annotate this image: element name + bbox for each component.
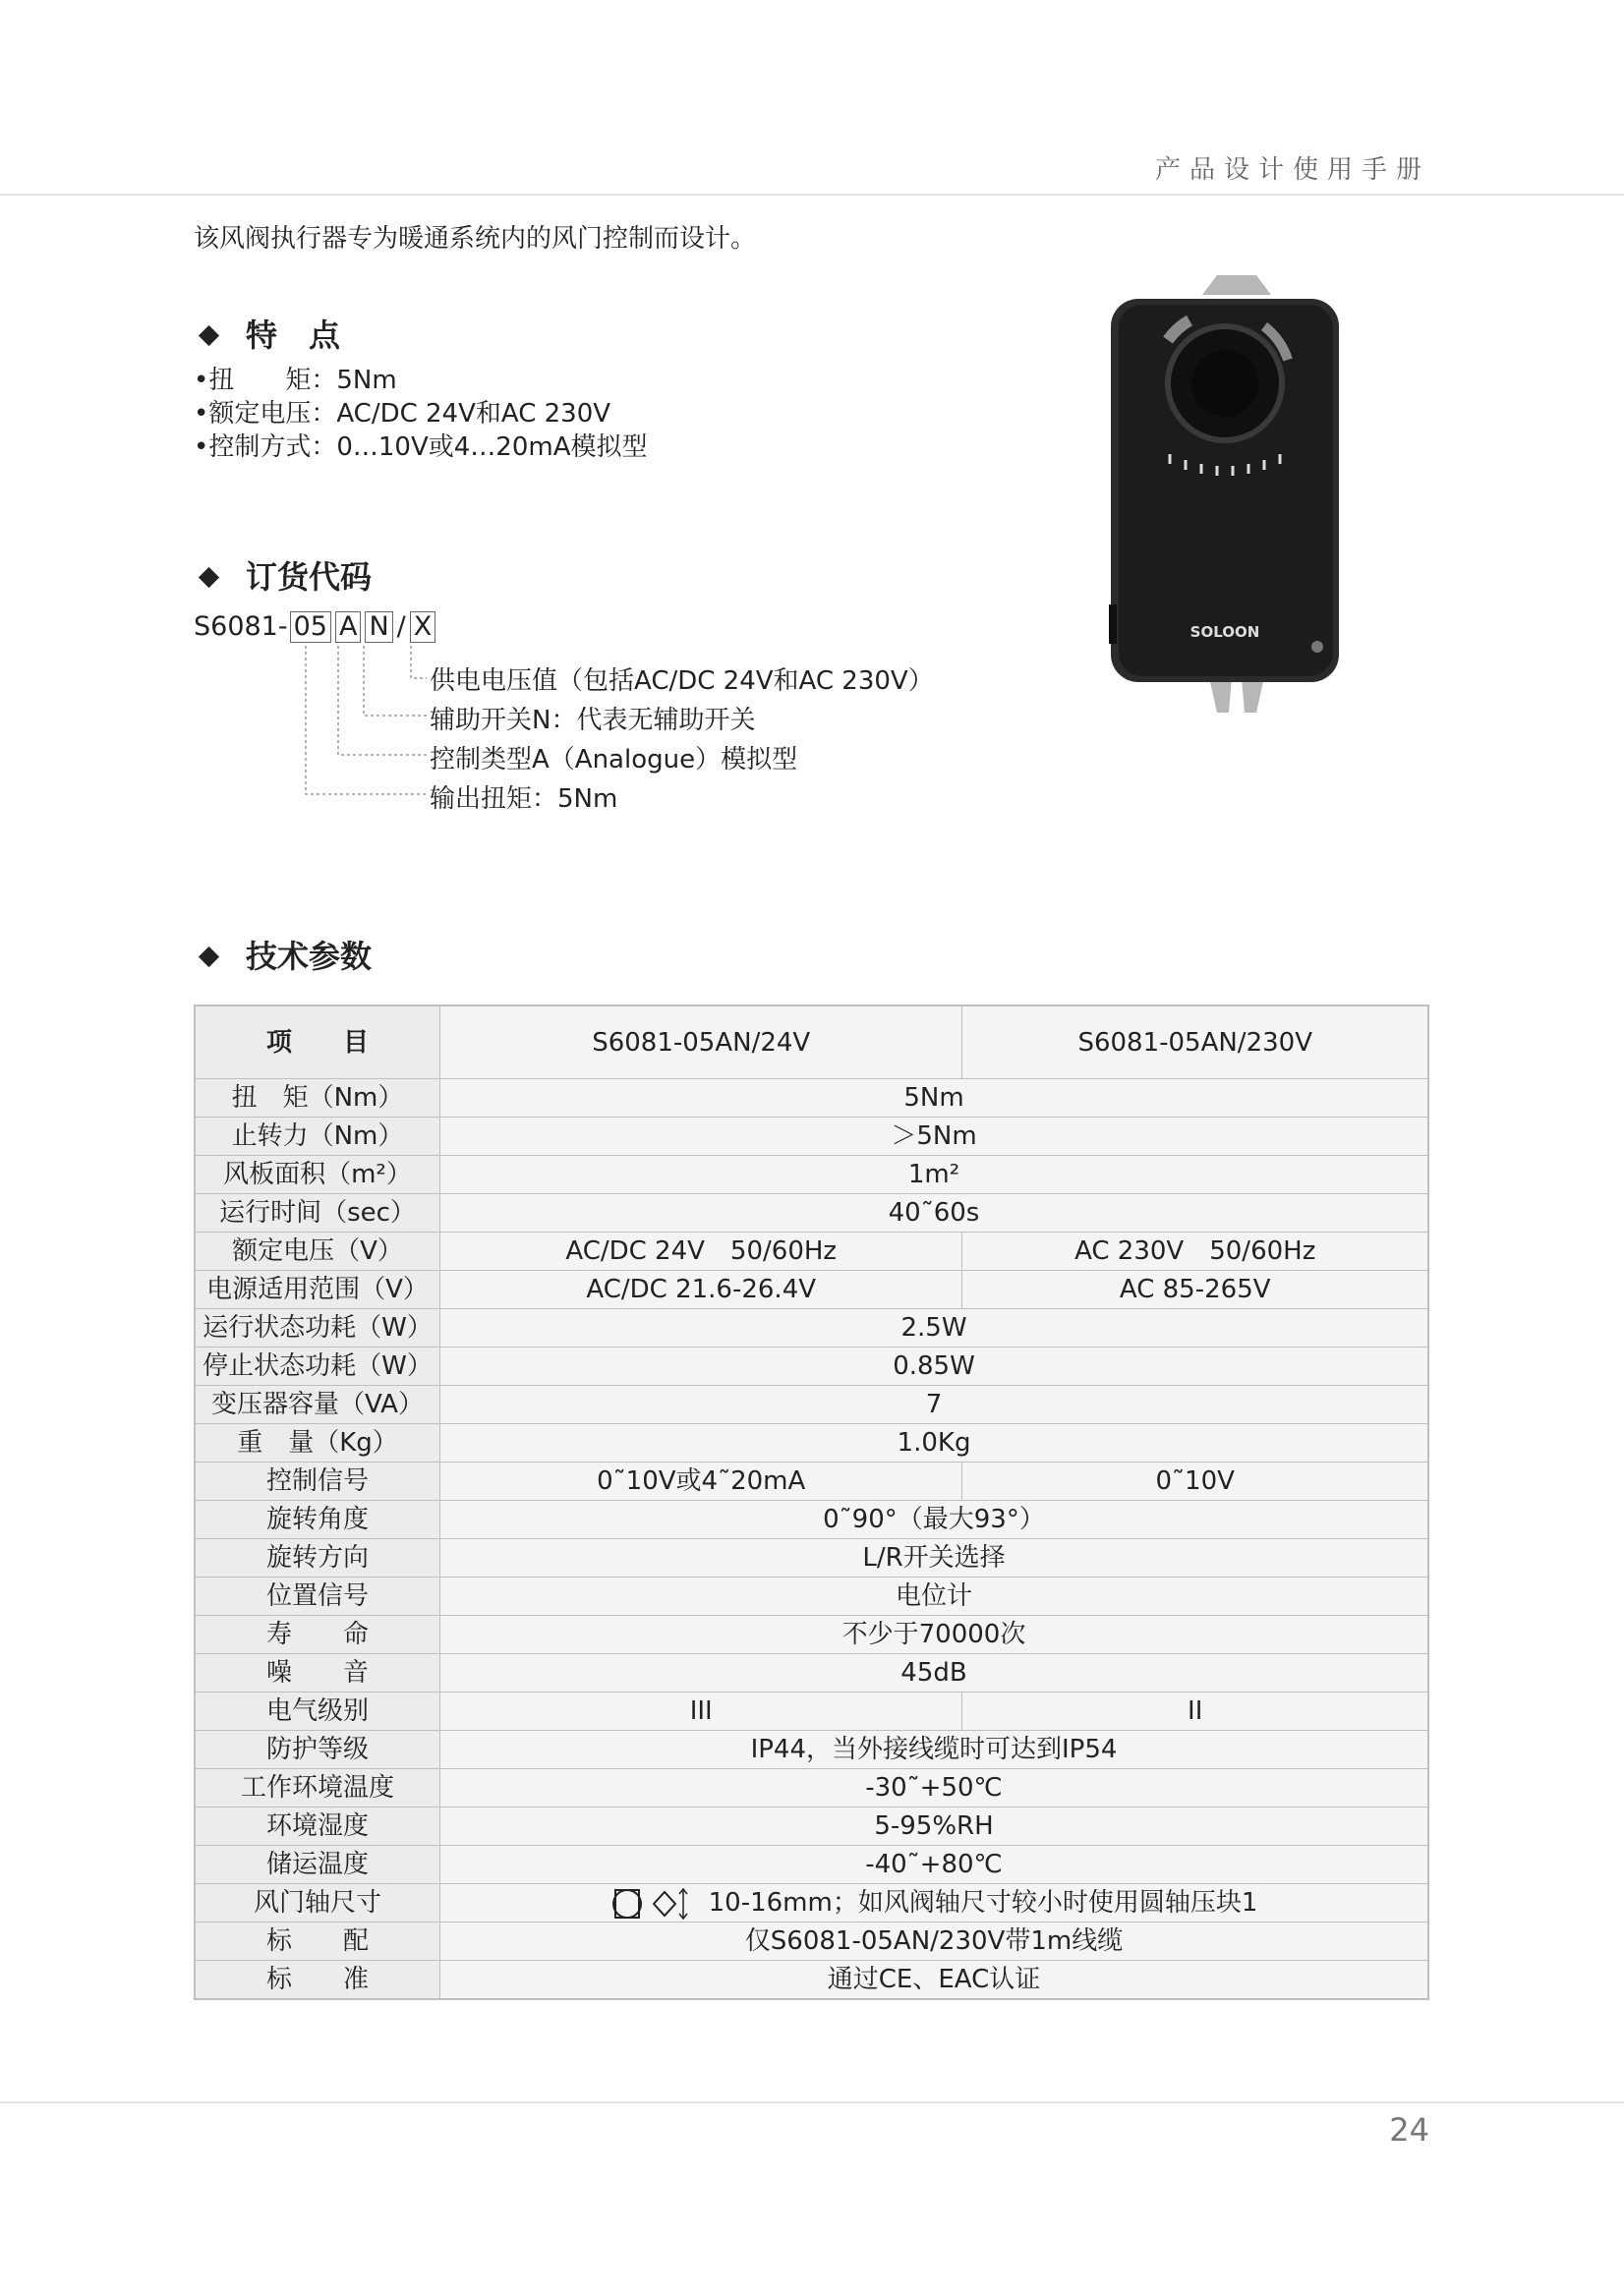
table-row bbox=[195, 1846, 1428, 1884]
spec-value: 5Nm bbox=[440, 1079, 1429, 1118]
table-row bbox=[195, 1731, 1428, 1769]
spec-value: 不少于70000次 bbox=[440, 1616, 1429, 1654]
spec-key: 额定电压（V） bbox=[195, 1233, 440, 1271]
spec-value: 0.85W bbox=[440, 1348, 1429, 1386]
spec-value: 2.5W bbox=[440, 1309, 1429, 1348]
spec-value-24v: AC/DC 24V 50/60Hz bbox=[440, 1233, 962, 1271]
table-row bbox=[195, 1233, 1428, 1271]
spec-key: 止转力（Nm） bbox=[195, 1118, 440, 1156]
spec-value-230v: AC 85-265V bbox=[962, 1271, 1428, 1309]
table-row bbox=[195, 1654, 1428, 1693]
spec-key: 寿 命 bbox=[195, 1616, 440, 1654]
table-row bbox=[195, 1118, 1428, 1156]
spec-table bbox=[194, 1004, 1429, 2000]
spec-value: L/R开关选择 bbox=[440, 1539, 1429, 1578]
table-row bbox=[195, 1769, 1428, 1808]
table-row bbox=[195, 1079, 1428, 1118]
spec-key: 位置信号 bbox=[195, 1578, 440, 1616]
spec-value: 7 bbox=[440, 1386, 1429, 1424]
spec-value: 仅S6081-05AN/230V带1m线缆 bbox=[440, 1923, 1429, 1961]
spec-value: 1m² bbox=[440, 1156, 1429, 1194]
spec-header-col1: S6081-05AN/24V bbox=[440, 1005, 962, 1079]
diamond-bullet-icon bbox=[199, 946, 219, 966]
feature-item: •控制方式：0…10V或4…20mA模拟型 bbox=[194, 432, 648, 462]
spec-key: 停止状态功耗（W） bbox=[195, 1348, 440, 1386]
spec-value: 1.0Kg bbox=[440, 1424, 1429, 1463]
table-row bbox=[195, 1463, 1428, 1501]
spec-value: -30˜+50℃ bbox=[440, 1769, 1429, 1808]
table-row bbox=[195, 1386, 1428, 1424]
code-note-switch: 辅助开关N：代表无辅助开关 bbox=[430, 706, 756, 735]
spec-value-230v: 0˜10V bbox=[962, 1463, 1428, 1501]
spec-value-24v: 0˜10V或4˜20mA bbox=[440, 1463, 962, 1501]
header-title: 产品设计使用手册 bbox=[1154, 155, 1430, 185]
table-row bbox=[195, 1961, 1428, 2000]
spec-value: IP44，当外接线缆时可达到IP54 bbox=[440, 1731, 1429, 1769]
spec-value: -40˜+80℃ bbox=[440, 1846, 1429, 1884]
actuator-product-image bbox=[1109, 275, 1355, 718]
spec-value bbox=[440, 1884, 1429, 1923]
spec-key: 风板面积（m²） bbox=[195, 1156, 440, 1194]
feature-item: •额定电压：AC/DC 24V和AC 230V bbox=[194, 399, 611, 429]
tech-spec-heading bbox=[194, 932, 372, 977]
table-row bbox=[195, 1501, 1428, 1539]
spec-key: 重 量（Kg） bbox=[195, 1424, 440, 1463]
spec-value: ＞5Nm bbox=[440, 1118, 1429, 1156]
code-part-switch: N bbox=[365, 611, 392, 643]
table-row bbox=[195, 1424, 1428, 1463]
code-part-voltage: X bbox=[410, 611, 436, 643]
spec-key: 扭 矩（Nm） bbox=[195, 1079, 440, 1118]
spec-value-24v: III bbox=[440, 1693, 962, 1731]
spec-key: 电源适用范围（V） bbox=[195, 1271, 440, 1309]
order-code-leader-lines bbox=[0, 0, 1624, 885]
table-row bbox=[195, 1309, 1428, 1348]
table-row bbox=[195, 1539, 1428, 1578]
footer-divider bbox=[0, 2101, 1624, 2103]
shaft-shape-icon bbox=[610, 1887, 689, 1921]
table-row bbox=[195, 1923, 1428, 1961]
page-number: 24 bbox=[1389, 2111, 1429, 2149]
table-row bbox=[195, 1156, 1428, 1194]
intro-text: 该风阀执行器专为暖通系统内的风门控制而设计。 bbox=[194, 224, 757, 254]
spec-key: 旋转方向 bbox=[195, 1539, 440, 1578]
spec-key: 运行状态功耗（W） bbox=[195, 1309, 440, 1348]
spec-key: 工作环境温度 bbox=[195, 1769, 440, 1808]
spec-header-row bbox=[195, 1005, 1428, 1079]
tech-spec-title: 技术参数 bbox=[246, 938, 373, 975]
order-code-title: 订货代码 bbox=[246, 558, 373, 596]
table-row bbox=[195, 1884, 1428, 1923]
code-part-control: A bbox=[335, 611, 361, 643]
table-row bbox=[195, 1693, 1428, 1731]
spec-header-item: 项 目 bbox=[195, 1005, 440, 1079]
spec-key: 电气级别 bbox=[195, 1693, 440, 1731]
device-brand: SOLOON bbox=[1189, 623, 1260, 641]
spec-key: 控制信号 bbox=[195, 1463, 440, 1501]
spec-value: 电位计 bbox=[440, 1578, 1429, 1616]
spec-value-text: 10-16mm；如风阀轴尺寸较小时使用圆轴压块1 bbox=[708, 1888, 1258, 1918]
table-row bbox=[195, 1271, 1428, 1309]
spec-value: 45dB bbox=[440, 1654, 1429, 1693]
spec-key: 标 准 bbox=[195, 1961, 440, 2000]
table-row bbox=[195, 1194, 1428, 1233]
spec-key: 储运温度 bbox=[195, 1846, 440, 1884]
spec-key: 环境湿度 bbox=[195, 1808, 440, 1846]
code-note-voltage: 供电电压值（包括AC/DC 24V和AC 230V） bbox=[430, 666, 934, 696]
spec-key: 旋转角度 bbox=[195, 1501, 440, 1539]
features-title: 特 点 bbox=[246, 316, 341, 354]
spec-value-230v: AC 230V 50/60Hz bbox=[962, 1233, 1428, 1271]
spec-key: 标 配 bbox=[195, 1923, 440, 1961]
spec-value: 5-95%RH bbox=[440, 1808, 1429, 1846]
table-row bbox=[195, 1578, 1428, 1616]
table-row bbox=[195, 1616, 1428, 1654]
spec-value: 40˜60s bbox=[440, 1194, 1429, 1233]
spec-key: 运行时间（sec） bbox=[195, 1194, 440, 1233]
code-separator: / bbox=[396, 611, 406, 642]
spec-value: 0˜90°（最大93°） bbox=[440, 1501, 1429, 1539]
feature-item: •扭 矩：5Nm bbox=[194, 366, 397, 395]
spec-header-col2: S6081-05AN/230V bbox=[962, 1005, 1428, 1079]
code-part-torque: 05 bbox=[290, 611, 331, 643]
spec-value-24v: AC/DC 21.6-26.4V bbox=[440, 1271, 962, 1309]
spec-key: 变压器容量（VA） bbox=[195, 1386, 440, 1424]
spec-value-230v: II bbox=[962, 1693, 1428, 1731]
spec-value: 通过CE、EAC认证 bbox=[440, 1961, 1429, 2000]
table-row bbox=[195, 1348, 1428, 1386]
spec-key: 噪 音 bbox=[195, 1654, 440, 1693]
spec-key: 防护等级 bbox=[195, 1731, 440, 1769]
code-prefix: S6081- bbox=[194, 611, 288, 642]
code-note-torque: 输出扭矩：5Nm bbox=[430, 784, 618, 814]
code-note-control: 控制类型A（Analogue）模拟型 bbox=[430, 745, 798, 775]
table-row bbox=[195, 1808, 1428, 1846]
spec-key: 风门轴尺寸 bbox=[195, 1884, 440, 1923]
